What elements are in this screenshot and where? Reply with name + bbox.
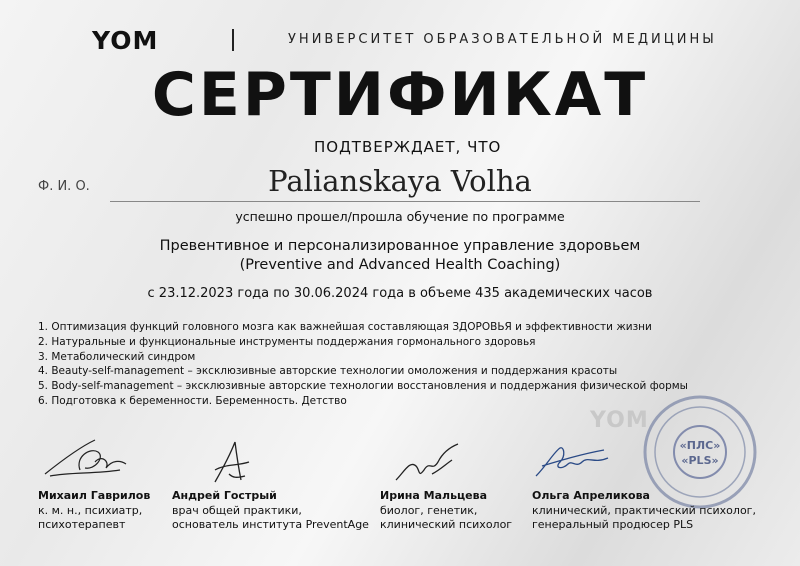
fio-label: Ф. И. О. [38, 179, 90, 194]
signatory-role: врач общей практики, [172, 503, 302, 517]
signatory-1 [38, 489, 150, 533]
header-divider [232, 29, 234, 51]
stamp-top-text: «ПЛС» [679, 439, 721, 452]
modules-list [38, 320, 688, 409]
signatory-4 [532, 489, 756, 533]
completed-text: успешно прошел/прошла обучение по программе [235, 209, 565, 224]
signatory-role: генеральный продюсер PLS [532, 518, 694, 531]
signatory-role: клинический психолог [380, 518, 513, 531]
recipient-name: Palianskaya Volha [268, 164, 532, 198]
signature-gostry [205, 440, 255, 485]
name-underline [110, 201, 700, 202]
signatory-role: психотерапевт [38, 518, 126, 531]
signature-gavrilov [40, 432, 130, 482]
program-title [0, 237, 800, 275]
signatory-name: Ольга Апреликова [532, 489, 650, 502]
signatory-name: Ирина Мальцева [380, 489, 488, 502]
program-title-ru: Превентивное и персонализированное управление здоровьем [159, 238, 641, 254]
signatory-3 [380, 489, 512, 533]
signatory-name: Михаил Гаврилов [38, 489, 151, 502]
certificate-title: СЕРТИФИКАТ [151, 60, 649, 130]
module-item: 5. Body-self-management – эксклюзивные авторские технологии восстановления и поддержания физической формы [38, 380, 688, 393]
module-item: 6. Подготовка к беременности. Беременность. Детство [38, 394, 347, 407]
module-item: 1. Оптимизация функций головного мозга как важнейшая составляющая ЗДОРОВЬЯ и эффективности жизни [38, 321, 652, 333]
university-name: УНИВЕРСИТЕТ ОБРАЗОВАТЕЛЬНОЙ МЕДИЦИНЫ [288, 32, 717, 47]
program-title-en: (Preventive and Advanced Health Coaching) [239, 257, 561, 273]
confirms-text: ПОДТВЕРЖДАЕТ, ЧТО [314, 138, 502, 156]
signature-maltseva [392, 440, 462, 485]
stamp-bottom-text: «PLS» [681, 454, 719, 467]
module-item: 2. Натуральные и функциональные инструменты поддержания гормонального здоровья [38, 335, 536, 348]
signatory-role: к. м. н., психиатр, [38, 503, 143, 517]
signature-aprelikova [532, 442, 612, 482]
signatory-name: Андрей Гострый [172, 489, 277, 502]
signatory-role: основатель института PreventAge [172, 518, 369, 531]
module-item: 4. Beauty-self-management – эксклюзивные авторские технологии омоложения и поддержания красоты [38, 365, 618, 378]
watermark-logo: YOM [590, 408, 649, 433]
module-item: 3. Метаболический синдром [38, 350, 196, 363]
signatory-2 [172, 489, 369, 533]
yom-logo: YOM [92, 26, 159, 55]
study-period: с 23.12.2023 года по 30.06.2024 года в объеме 435 академических часов [147, 286, 653, 301]
signatory-role: клинический, практический психолог, [532, 503, 756, 517]
signatory-role: биолог, генетик, [380, 503, 478, 517]
